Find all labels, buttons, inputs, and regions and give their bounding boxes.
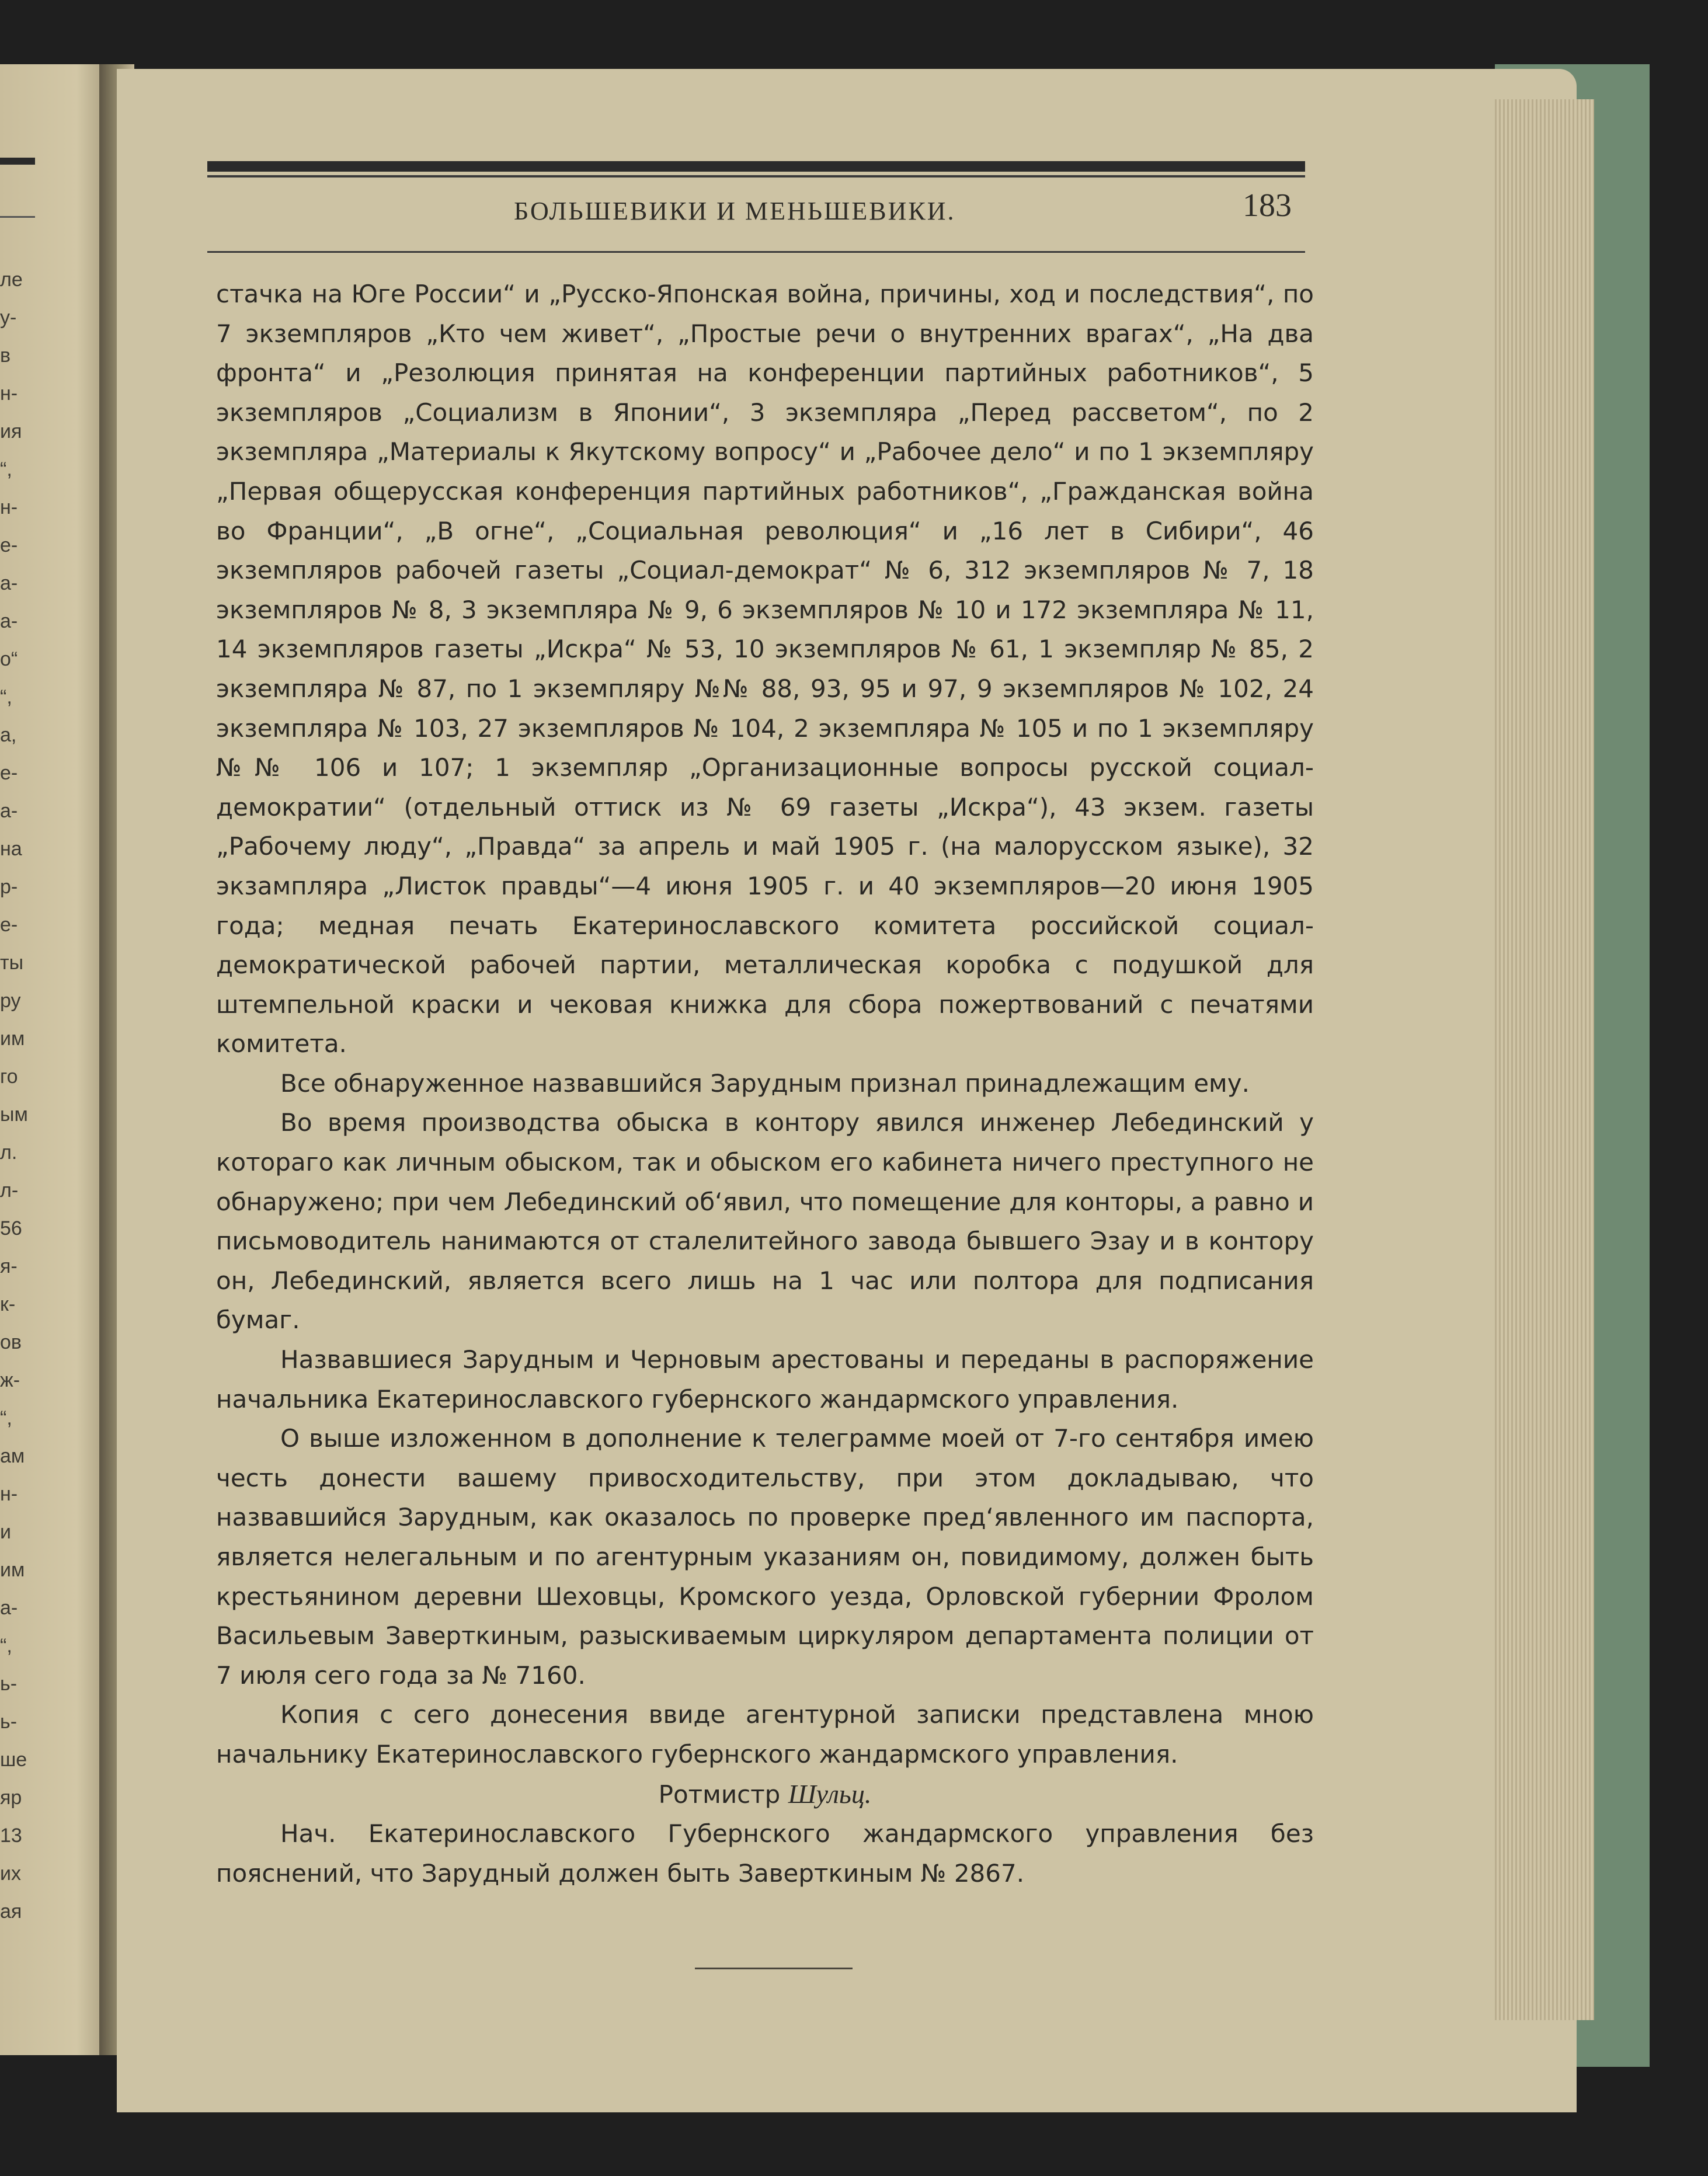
end-rule xyxy=(695,1968,853,1969)
left-page-fragment: в xyxy=(0,344,11,367)
paragraph-4: Назвавшиеся Зарудным и Черновым арестованы и переданы в распоряжение начальника Екатеринославского губернского жандармского управления. xyxy=(216,1345,1314,1413)
left-page-fragment: л- xyxy=(0,1179,19,1202)
left-page-fragment: ше xyxy=(0,1749,27,1771)
left-page-fragment: “, xyxy=(0,1635,12,1657)
left-page-fragment: к- xyxy=(0,1293,16,1315)
left-page-fragment: “, xyxy=(0,1407,12,1429)
left-page-fragment: ле xyxy=(0,269,23,291)
left-page-fragment: н- xyxy=(0,382,18,405)
left-page-fragment: на xyxy=(0,838,22,860)
left-page-fragment: е- xyxy=(0,914,18,936)
left-page-fragment: яр xyxy=(0,1787,22,1809)
header-thin-rule xyxy=(207,175,1305,177)
left-page-fragment: н- xyxy=(0,1483,18,1505)
left-page-fragment: ь- xyxy=(0,1711,18,1733)
left-page-fragment: ж- xyxy=(0,1369,20,1391)
left-page-fragment: а- xyxy=(0,610,18,632)
paragraph-2: Все обнаруженное назвавшийся Зарудным признал принадлежащим ему. xyxy=(280,1068,1250,1098)
left-page-fragment: ам xyxy=(0,1445,25,1467)
left-page-fragment: ру xyxy=(0,990,21,1012)
header-bottom-rule xyxy=(207,251,1305,253)
page-stack-edge xyxy=(1495,99,1594,2020)
paragraph-7: Нач. Екатеринославского Губернского жандармского управления без пояснений, что Зарудный должен быть Заверткиным № 2867. xyxy=(216,1819,1314,1888)
left-page-fragment: е- xyxy=(0,762,18,784)
paragraph-3: Во время производства обыска в контору явился инженер Лебединский у котораго как личным обыском, так и обыском его кабинета ничего преступного не обнаружено; при чем Лебединский об‘явил, что помещение для конторы, а равно и письмоводитель нанимаются от сталелитейного завода бывшего Эзау и в контору он, Лебединский, является всего лишь на 1 час или полтора для подписания бумаг. xyxy=(216,1108,1314,1335)
left-page-fragment: ым xyxy=(0,1103,28,1126)
left-page-fragment: 56 xyxy=(0,1217,22,1240)
left-page-fragment: я- xyxy=(0,1255,18,1277)
left-page-fragment: у- xyxy=(0,307,17,329)
running-head: БОЛЬШЕВИКИ И МЕНЬШЕВИКИ. xyxy=(514,197,956,225)
left-page-fragment: л. xyxy=(0,1141,18,1164)
left-page-fragment: “, xyxy=(0,686,12,708)
left-page-fragment: 13 xyxy=(0,1825,22,1847)
left-page-fragment: а- xyxy=(0,572,18,594)
left-page-fragment: ты xyxy=(0,952,24,974)
left-page-fragment: го xyxy=(0,1066,18,1088)
left-page-fragment: а, xyxy=(0,724,17,746)
paragraph-5: О выше изложенном в дополнение к телеграмме моей от 7-го сентября имею честь донести вашему привосходительству, при этом докладываю, что назвавшийся Зарудным, как оказалось по проверке пред‘явленного им паспорта, является нелегальным и по агентурным указаниям он, повидимому, должен быть крестьянином деревни Шеховцы, Кромского уезда, Орловской губернии Фролом Васильевым Заверткиным, разыскиваемым циркуляром департамента полиции от 7 июля сего года за № 7160. xyxy=(216,1424,1314,1690)
header-thick-rule xyxy=(207,161,1305,172)
left-page-fragment: “, xyxy=(0,458,12,481)
signature-rank: Ротмистр xyxy=(658,1780,781,1809)
left-header-thin-rule xyxy=(0,216,35,218)
left-page-fragment: а- xyxy=(0,800,18,822)
left-page-fragment: ь- xyxy=(0,1673,18,1695)
left-page-fragment: н- xyxy=(0,496,18,518)
page-number: 183 xyxy=(1243,187,1292,224)
left-page-fragment: а- xyxy=(0,1597,18,1619)
left-page-fragment: р- xyxy=(0,876,18,898)
signature xyxy=(216,1774,1314,1815)
paragraph-6: Копия с сего донесения ввиде агентурной записки представлена мною начальнику Екатеринославского губернского жандармского управления. xyxy=(216,1700,1314,1768)
left-page-fragment: о“ xyxy=(0,648,18,670)
left-page-fragment: их xyxy=(0,1862,21,1885)
left-page-fragment: е- xyxy=(0,534,18,556)
left-page-fragment: ов xyxy=(0,1331,22,1353)
left-page-fragment: ая xyxy=(0,1900,22,1923)
left-header-rule xyxy=(0,158,35,165)
left-page xyxy=(0,64,110,2055)
paragraph-1: стачка на Юге России“ и „Русско-Японская война, причины, ход и последствия“, по 7 экземпляров „Кто чем живет“, „Простые речи о внутренних врагах“, „На два фронта“ и „Резолюция принятая на конференции партийных работников“, 5 экземпляров „Социализм в Японии“, 3 экземпляра „Перед рассветом“, по 2 экземпляра „Материалы к Якутскому вопросу“ и „Рабочее дело“ и по 1 экземпляру „Первая общерусская конференция партийных работников“, „Гражданская война во Франции“, „В огне“, „Социальная революция“ и „16 лет в Сибири“, 46 экземпляров рабочей газеты „Социал-демократ“ № 6, 312 экземпляров № 7, 18 экземпляров № 8, 3 экземпляра № 9, 6 экземпляров № 10 и 172 экземпляра № 11, 14 экземпляров газеты „Искра“ № 53, 10 экземпляров № 61, 1 экземпляр № 85, 2 экземпляра № 87, по 1 экземпляру №№ 88, 93, 95 и 97, 9 экземпляров № 102, 24 экземпляра № 103, 27 экземпляров № 104, 2 экземпляра № 105 и по 1 экземпляру №№ 106 и 107; 1 экземпляр „Организационные вопросы русской социал-демократии“ (отдельный оттиск из № 69 газеты „Искра“), 43 экзем. газеты „Рабочему люду“, „Правда“ за апрель и май 1905 г. (на малорусском языке), 32 экзампляра „Листок правды“—4 июня 1905 г. и 40 экземпляров—20 июня 1905 года; медная печать Екатеринославского комитета российской социал-демократической рабочей партии, металлическая коробка с подушкой для штемпельной краски и чековая книжка для сбора пожертвований с печатями комитета. xyxy=(216,280,1314,1059)
left-page-fragment: и xyxy=(0,1521,11,1543)
left-page-fragment: им xyxy=(0,1559,25,1581)
left-page-fragment: ия xyxy=(0,420,22,443)
body-text xyxy=(216,274,1314,1893)
signature-name: Шульц. xyxy=(788,1778,872,1809)
left-page-fragment: им xyxy=(0,1028,25,1050)
